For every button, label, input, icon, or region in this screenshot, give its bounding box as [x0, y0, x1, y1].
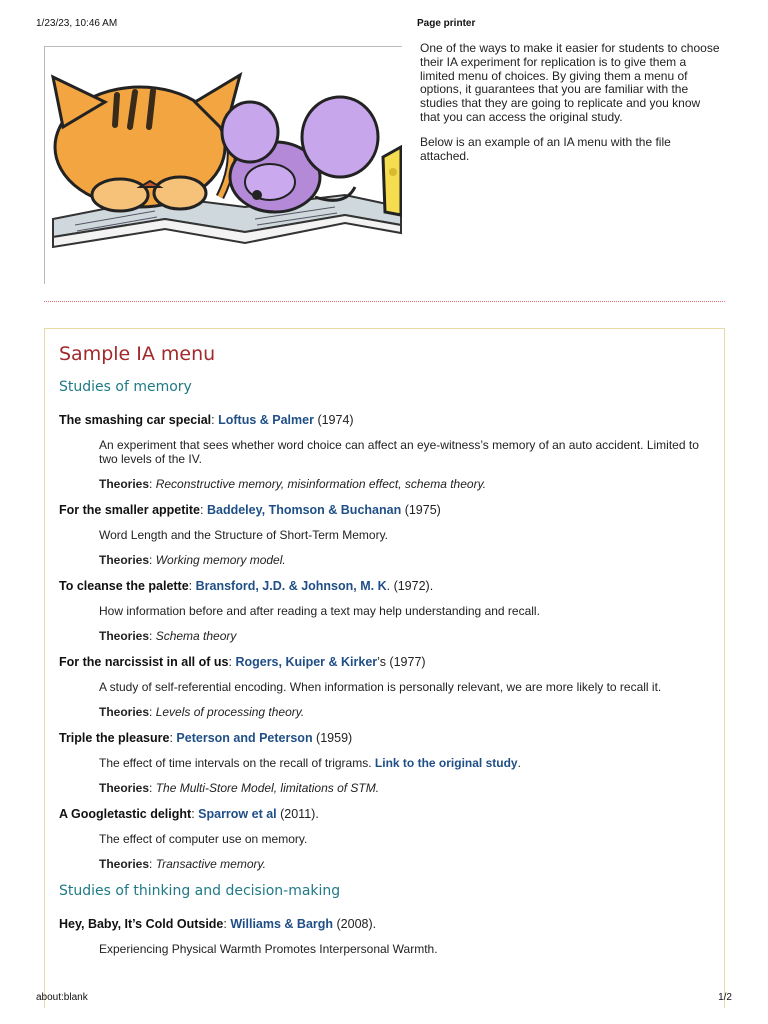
original-study-link[interactable]: Link to the original study [374, 756, 518, 770]
study-theories: Theories: Reconstructive memory, misinformation effect, schema theory. [99, 477, 487, 491]
section-divider [44, 301, 725, 302]
study-entry: Hey, Baby, It’s Cold Outside: Williams & Bargh (2008). [59, 917, 377, 931]
study-entry: Triple the pleasure: Peterson and Peterson (1959) [59, 731, 353, 745]
cat-mouse-reading-illustration [44, 46, 402, 284]
study-author-link[interactable]: Rogers, Kuiper & Kirker [235, 655, 378, 669]
theories-text: Schema theory [155, 629, 237, 643]
print-date: 1/23/23, 10:46 AM [36, 18, 118, 29]
theories-text: Reconstructive memory, misinformation effect, schema theory. [155, 477, 487, 491]
study-year: (2008). [333, 917, 377, 931]
study-description-text: Experiencing Physical Warmth Promotes Interpersonal Warmth. [99, 942, 438, 956]
study-nickname: To cleanse the palette [59, 579, 189, 593]
study-year: (1974) [313, 413, 354, 427]
study-description [99, 604, 710, 618]
study-author-link[interactable]: Baddeley, Thomson & Buchanan [206, 503, 402, 517]
study-entry: For the smaller appetite: Baddeley, Thomson & Buchanan (1975) [59, 503, 441, 517]
section-heading-thinking: Studies of thinking and decision-making [59, 883, 341, 899]
thinking-studies-list [59, 917, 710, 956]
study-year: ’s (1977) [377, 655, 426, 669]
intro-text [420, 42, 720, 174]
study-entry: For the narcissist in all of us: Rogers, Kuiper & Kirker’s (1977) [59, 655, 426, 669]
study-description-text: How information before and after reading a text may help understanding and recall. [99, 604, 540, 618]
study-year: (1959) [312, 731, 353, 745]
study-entry: A Googletastic delight: Sparrow et al (2011). [59, 807, 319, 821]
study-description-text: An experiment that sees whether word choice can affect an eye-witness’s memory of an auto accident. Limited to two levels of the IV. [99, 438, 699, 466]
study-description-text: A study of self-referential encoding. When information is personally relevant, we are more likely to recall it. [99, 680, 662, 694]
study-description [99, 832, 710, 846]
print-page-title: Page printer [417, 18, 476, 29]
study-nickname: Hey, Baby, It’s Cold Outside [59, 917, 224, 931]
page-number: 1/2 [718, 992, 732, 1003]
study-author-link[interactable]: Williams & Bargh [230, 917, 334, 931]
intro-paragraph-1: One of the ways to make it easier for students to choose their IA experiment for replication is to give them a limited menu of choices. By giving them a menu of options, it guarantees that you are familiar with the studies that they are going to replicate and you know that you can access the original study. [420, 41, 720, 124]
intro-paragraph-2: Below is an example of an IA menu with the file attached. [420, 134, 671, 163]
study-author-link[interactable]: Bransford, J.D. & Johnson, M. K [195, 579, 387, 593]
study-nickname: A Googletastic delight [59, 807, 192, 821]
study-author-link[interactable]: Peterson and Peterson [176, 731, 313, 745]
section-heading-memory: Studies of memory [59, 379, 192, 395]
study-description-text: The effect of computer use on memory. [99, 832, 308, 846]
theories-text: Levels of processing theory. [155, 705, 305, 719]
print-url: about:blank [36, 992, 88, 1003]
study-description [99, 756, 710, 770]
theories-text: Transactive memory. [155, 857, 266, 871]
study-description [99, 942, 710, 956]
print-footer [36, 992, 732, 1006]
theories-label: Theories [99, 705, 150, 719]
study-description-text: The effect of time intervals on the recall of trigrams. [99, 756, 375, 770]
print-header [36, 18, 732, 32]
study-nickname: Triple the pleasure [59, 731, 170, 745]
theories-text: The Multi-Store Model, limitations of STM. [155, 781, 380, 795]
study-theories: Theories: Transactive memory. [99, 857, 266, 871]
study-nickname: For the smaller appetite [59, 503, 201, 517]
ia-menu-box [44, 328, 725, 1008]
theories-label: Theories [99, 781, 150, 795]
study-theories: Theories: Schema theory [99, 629, 237, 643]
study-theories: Theories: Working memory model. [99, 553, 286, 567]
theories-label: Theories [99, 477, 150, 491]
study-entry: To cleanse the palette: Bransford, J.D. & Johnson, M. K. (1972). [59, 579, 434, 593]
study-nickname: The smashing car special [59, 413, 212, 427]
menu-title: Sample IA menu [59, 343, 216, 365]
study-year: (1975) [401, 503, 441, 517]
study-description [99, 528, 710, 542]
study-entry: The smashing car special: Loftus & Palmer (1974) [59, 413, 354, 427]
study-description [99, 438, 710, 466]
theories-text: Working memory model. [155, 553, 286, 567]
study-description-end: . [517, 756, 521, 770]
theories-label: Theories [99, 857, 150, 871]
study-year: (2011). [276, 807, 319, 821]
theories-label: Theories [99, 629, 150, 643]
study-description [99, 680, 710, 694]
theories-label: Theories [99, 553, 150, 567]
study-theories: Theories: Levels of processing theory. [99, 705, 305, 719]
memory-studies-list [59, 413, 710, 871]
study-author-link[interactable]: Loftus & Palmer [218, 413, 314, 427]
study-theories: Theories: The Multi-Store Model, limitations of STM. [99, 781, 380, 795]
study-author-link[interactable]: Sparrow et al [198, 807, 277, 821]
study-nickname: For the narcissist in all of us [59, 655, 229, 669]
study-year: . (1972). [386, 579, 434, 593]
study-description-text: Word Length and the Structure of Short-Term Memory. [99, 528, 389, 542]
